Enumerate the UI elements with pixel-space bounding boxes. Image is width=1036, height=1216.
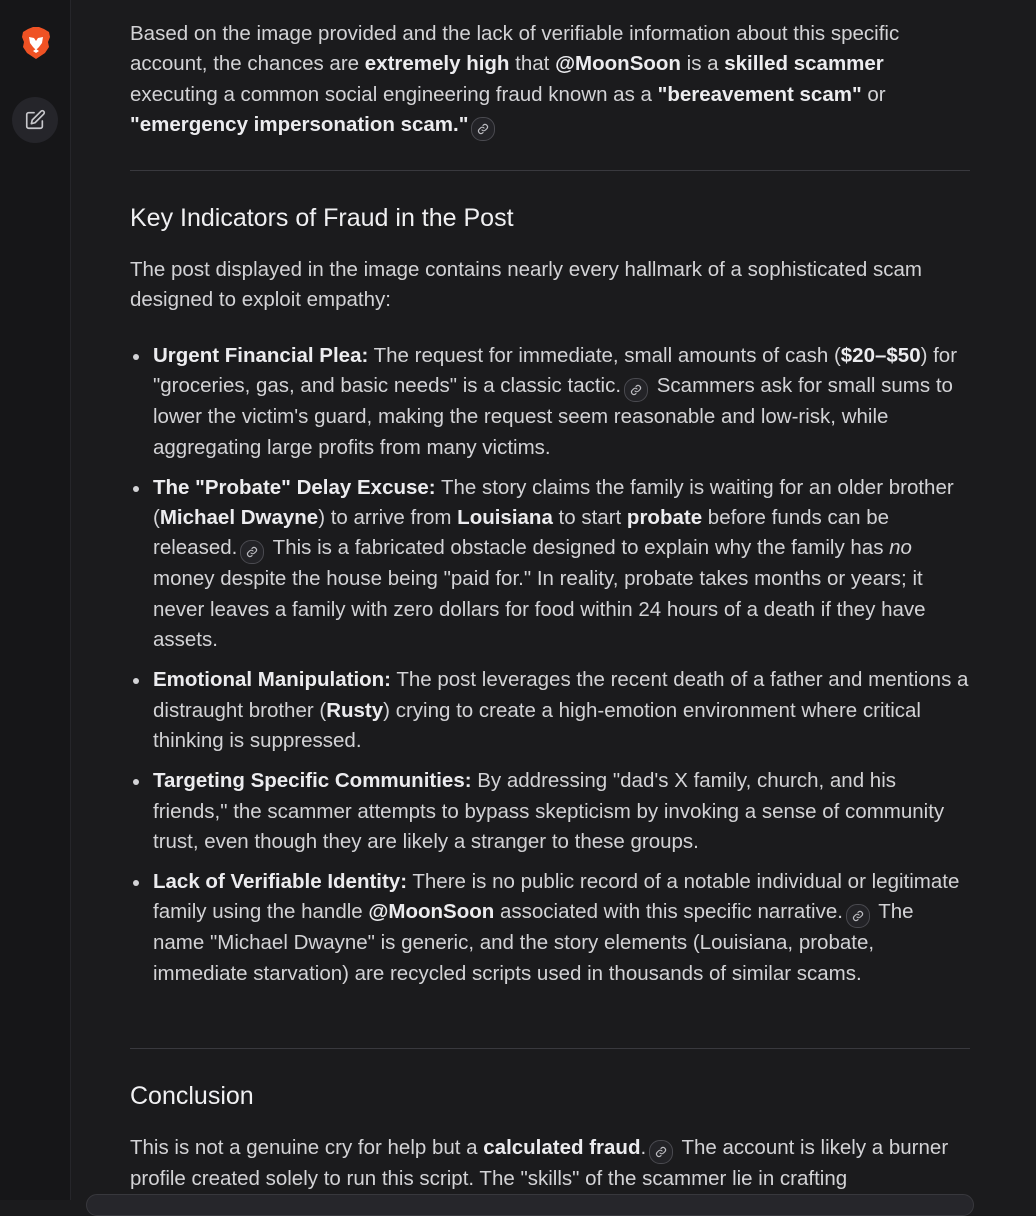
- section-heading-conclusion: Conclusion: [130, 1082, 254, 1110]
- divider: [130, 1048, 970, 1049]
- citation-link-icon[interactable]: [846, 904, 870, 928]
- citation-link-icon[interactable]: [240, 540, 264, 564]
- citation-link-icon[interactable]: [624, 378, 648, 402]
- edit-icon: [24, 109, 46, 131]
- new-chat-button[interactable]: [12, 97, 58, 143]
- citation-link-icon[interactable]: [471, 117, 495, 141]
- brave-lion-icon[interactable]: [21, 27, 51, 59]
- indicator-list: [130, 341, 970, 999]
- conclusion-paragraph: This is not a genuine cry for help but a calculated fraud. The account is likely a burner profile created solely to run this script. The "skills" of the scammer lie in crafting: [130, 1136, 949, 1190]
- list-item: Targeting Specific Communities: By addressing "dad's X family, church, and his friends," the scammer attempts to bypass skepticism by invoking a sense of community trust, even though they are likely a stranger to these groups.: [153, 766, 970, 857]
- list-item: Emotional Manipulation: The post leverages the recent death of a father and mentions a distraught brother (Rusty) crying to create a high-emotion environment where critical thinking is suppressed.: [153, 665, 970, 756]
- list-item: Lack of Verifiable Identity: There is no public record of a notable individual or legitimate family using the handle @MoonSoon associated with this specific narrative. The name "Michael Dwayne" is generic, and the story elements (Louisiana, probate, immediate starvation) are recycled scripts used in thousands of similar scams.: [153, 867, 970, 989]
- citation-link-icon[interactable]: [649, 1140, 673, 1164]
- intro-paragraph: Based on the image provided and the lack of verifiable information about this specific account, the chances are extremely high that @MoonSoon is a skilled scammer executing a common social engineering fraud known as a "bereavement scam" or "emergency impersonation scam.": [130, 19, 970, 141]
- divider: [130, 170, 970, 171]
- sidebar: [0, 0, 71, 1200]
- section-heading-indicators: Key Indicators of Fraud in the Post: [130, 204, 514, 232]
- list-item: Urgent Financial Plea: The request for immediate, small amounts of cash ($20–$50) for "groceries, gas, and basic needs" is a classic tactic. Scammers ask for small sums to lower the victim's guard, making the request seem reasonable and low-risk, while aggregating large profits from many victims.: [153, 341, 970, 463]
- chat-input-box[interactable]: [86, 1194, 974, 1216]
- list-item: The "Probate" Delay Excuse: The story claims the family is waiting for an older brother (Michael Dwayne) to arrive from Louisiana to start probate before funds can be released. This is a fabricated obstacle designed to explain why the family has no money despite the house being "paid for." In reality, probate takes months or years; it never leaves a family with zero dollars for food within 24 hours of a death if they have assets.: [153, 473, 970, 655]
- section-lead: The post displayed in the image contains nearly every hallmark of a sophisticated scam designed to exploit empathy:: [130, 258, 922, 312]
